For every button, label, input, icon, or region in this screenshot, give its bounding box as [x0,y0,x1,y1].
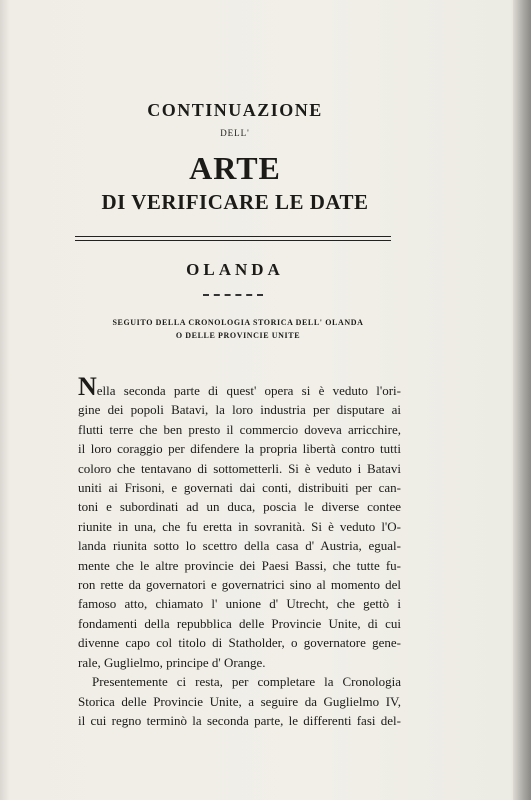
body-line: Presentemente ci resta, per completare la Cronologia [92,674,401,690]
header-continuazione: CONTINUAZIONE [147,100,323,120]
body-line: Storica delle Provincie Unite, a seguire da Guglielmo IV, [78,693,401,709]
section-subtitle-line1: SEGUITO DELLA CRONOLOGIA STORICA DELL' OLANDA [112,318,364,327]
ornamental-dash [203,294,263,296]
body-line: gine dei popoli Batavi, la loro industria per disputare ai [78,402,401,418]
body-line: uniti ai Frisoni, e governati dai conti, distribuiti per can- [78,480,401,496]
body-line: mente che le altre provincie dei Paesi Bassi, che tutte fu- [78,557,401,573]
section-title: OLANDA [186,260,284,279]
double-rule-bottom [75,240,391,241]
body-line: Nella seconda parte di quest' opera si è veduto l'ori- [78,372,401,401]
header-dell: DELL' [220,128,250,138]
body-line: il cui regno terminò la seconda parte, le differenti fasi del- [78,712,401,728]
header-arte: ARTE [189,150,281,186]
body-line: fondamenti della repubblica delle Provincie Unite, di cui [78,615,401,631]
book-spine-shadow [513,0,531,800]
body-line: flutti terre che ben presto il commercio doveva arricchire, [78,421,401,437]
body-line: landa riunita sotto lo scettro della casa d' Austria, egual- [78,538,401,554]
header-verificare: DI VERIFICARE LE DATE [101,190,369,214]
double-rule-top [75,236,391,237]
body-line: divenne capo col titolo di Statholder, o governatore gene- [78,635,401,651]
body-line: ron rette da governatori e governatrici sino al momento del [78,577,401,593]
body-line: toni e subordinati ad un duca, poscia le diverse contee [78,499,401,515]
body-line: riunite in una, che fu eretta in sovranità. Si è veduto l'O- [78,518,401,534]
body-line: rale, Guglielmo, principe d' Orange. [78,654,266,670]
section-subtitle-line2: O DELLE PROVINCIE UNITE [175,331,301,340]
body-text [78,372,401,730]
body-line: il loro coraggio per difendere la propria libertà contro tutti [78,441,401,457]
body-line: coloro che tentavano di sottometterli. Si è veduto i Batavi [78,460,401,476]
drop-cap: N [78,372,97,401]
body-line: famoso atto, chiamato l' unione d' Utrecht, che gettò i [78,596,401,612]
